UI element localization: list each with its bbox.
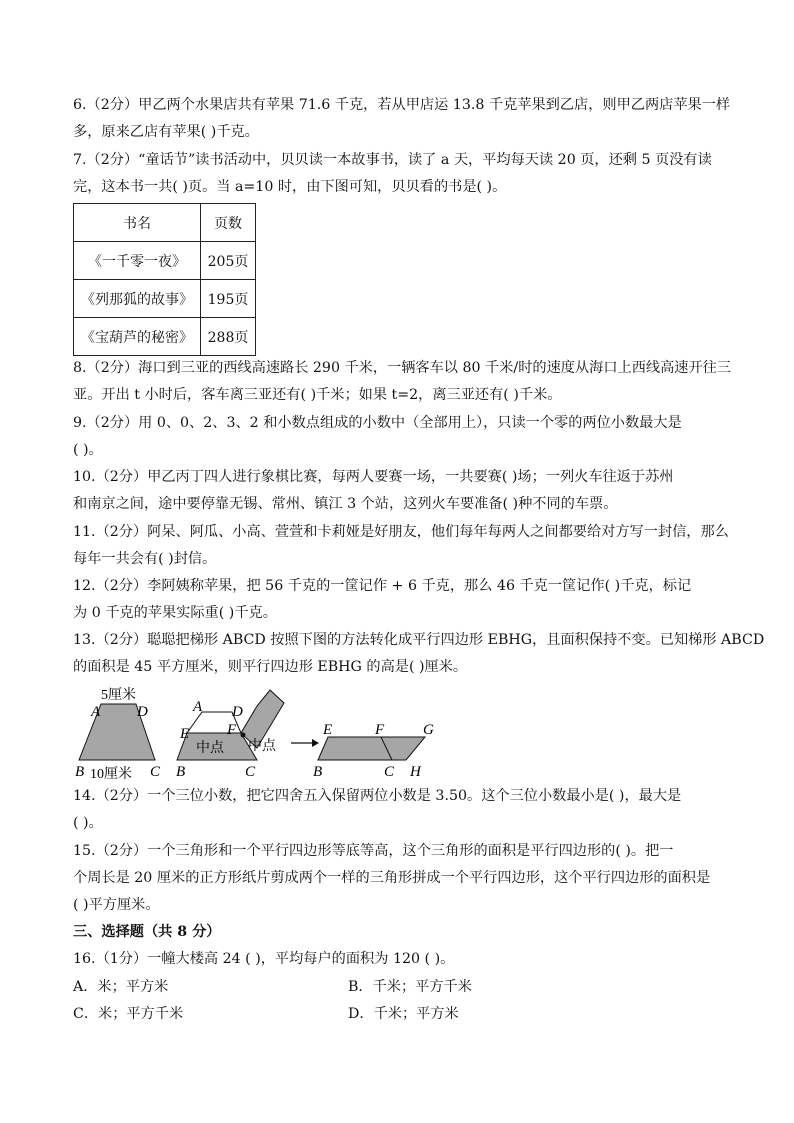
table-header-pages: 页数 xyxy=(201,204,256,242)
label-C3: C xyxy=(384,764,395,780)
q12-line2: 为 0 千克的苹果实际重( )千克。 xyxy=(73,605,277,621)
transform-arrow-head xyxy=(312,739,319,747)
q8-line1: 8.（2分）海口到三亚的西线高速路长 290 千米，一辆客车以 80 千米/时的速度从海口上西线高速开往三 xyxy=(73,360,732,376)
label-A1: A xyxy=(91,704,101,720)
section-heading: 三、选择题（共 8 分） xyxy=(73,924,221,940)
table-cell-title: 《列那狐的故事》 xyxy=(74,280,201,318)
top-base-label: 5厘米 xyxy=(101,688,136,703)
table-cell-title: 《一千零一夜》 xyxy=(74,242,201,280)
label-F3: F xyxy=(375,722,385,738)
q10-line2: 和南京之间，途中要停靠无锡、常州、镇江 3 个站，这列火车要准备( )种不同的车票。 xyxy=(73,496,618,512)
table-cell-pages: 195页 xyxy=(201,280,256,318)
label-E2: E xyxy=(180,726,190,742)
q14-line2: ( )。 xyxy=(73,815,103,831)
q10-line1: 10.（2分）甲乙丙丁四人进行象棋比赛，每两人要赛一场，一共要赛( )场；一列火车往返于苏州 xyxy=(73,469,674,485)
q16-option-d[interactable]: D．千米；平方米 xyxy=(348,1006,459,1022)
table-cell-pages: 288页 xyxy=(201,318,256,356)
table-cell-title: 《宝葫芦的秘密》 xyxy=(74,318,201,356)
label-F2: F xyxy=(227,722,237,738)
q16-line1: 16.（1分）一幢大楼高 24 ( )，平均每户的面积为 120 ( )。 xyxy=(73,951,455,967)
table-cell-pages: 205页 xyxy=(201,242,256,280)
q8-line2: 亚。开出 t 小时后，客车离三亚还有( )千米；如果 t=2，离三亚还有( )千米。 xyxy=(73,387,562,403)
label-C1: C xyxy=(150,764,161,780)
q11-line1: 11.（2分）阿呆、阿瓜、小高、萱萱和卡莉娅是好朋友，他们每年每两人之间都要给对方写一封信，那么 xyxy=(73,524,729,540)
q12-line1: 12.（2分）李阿姨称苹果，把 56 千克的一筐记作 + 6 千克，那么 46 千克一筐记作( )千克，标记 xyxy=(73,578,692,594)
midpoint-label-1: 中点 xyxy=(196,741,224,756)
label-B1: B xyxy=(75,764,85,780)
q13-line1: 13.（2分）聪聪把梯形 ABCD 按照下图的方法转化成平行四边形 EBHG，且面积保持不变。已知梯形 ABCD xyxy=(73,632,765,648)
q15-line2: 个周长是 20 厘米的正方形纸片剪成两个一样的三角形拼成一个平行四边形，这个平行四边形的面积是 xyxy=(73,870,711,886)
q14-line1: 14.（2分）一个三位小数，把它四舍五入保留两位小数是 3.50。这个三位小数最小是( )，最大是 xyxy=(73,788,682,804)
q11-line2: 每年一共会有( )封信。 xyxy=(73,551,217,567)
label-G3: G xyxy=(423,722,434,738)
midpoint-dot xyxy=(241,733,246,738)
table-header-title: 书名 xyxy=(74,204,201,242)
q13-line2: 的面积是 45 平方厘米，则平行四边形 EBHG 的高是( )厘米。 xyxy=(73,659,468,675)
q9-line2: ( )。 xyxy=(73,442,103,458)
q16-option-b[interactable]: B．千米；平方千米 xyxy=(348,979,472,995)
q7-line1: 7.（2分）“童话节”读书活动中，贝贝读一本故事书，读了 a 天，平均每天读 20 页，还剩 5 页没有读 xyxy=(73,152,712,168)
label-D2: D xyxy=(232,704,243,720)
parallelogram-shape xyxy=(318,737,425,760)
q15-line1: 15.（2分）一个三角形和一个平行四边形等底等高，这个三角形的面积是平行四边形的( )。把一 xyxy=(73,843,674,859)
q6-line1: 6.（2分）甲乙两个水果店共有苹果 71.6 千克，若从甲店运 13.8 千克苹果到乙店，则甲乙两店苹果一样 xyxy=(73,97,731,113)
label-H3: H xyxy=(410,764,421,780)
q16-option-a[interactable]: A．米；平方米 xyxy=(73,979,169,995)
label-D1: D xyxy=(137,704,148,720)
label-B2: B xyxy=(176,764,186,780)
q6-line2: 多，原来乙店有苹果( )千克。 xyxy=(73,124,259,140)
label-E3: E xyxy=(323,722,333,738)
label-A2: A xyxy=(193,699,203,715)
q16-option-c[interactable]: C．米；平方千米 xyxy=(73,1006,184,1022)
bottom-base-label: 10厘米 xyxy=(90,767,132,782)
midpoint-label-2: 中点 xyxy=(248,739,276,754)
q9-line1: 9.（2分）用 0、0、2、3、2 和小数点组成的小数中（全部用上），只读一个零的两位小数最大是 xyxy=(73,415,682,431)
label-C2: C xyxy=(245,764,256,780)
q7-line2: 完，这本书一共( )页。当 a=10 时，由下图可知，贝贝看的书是( )。 xyxy=(73,179,507,195)
q15-line3: ( )平方厘米。 xyxy=(73,897,160,913)
label-B3: B xyxy=(313,764,323,780)
